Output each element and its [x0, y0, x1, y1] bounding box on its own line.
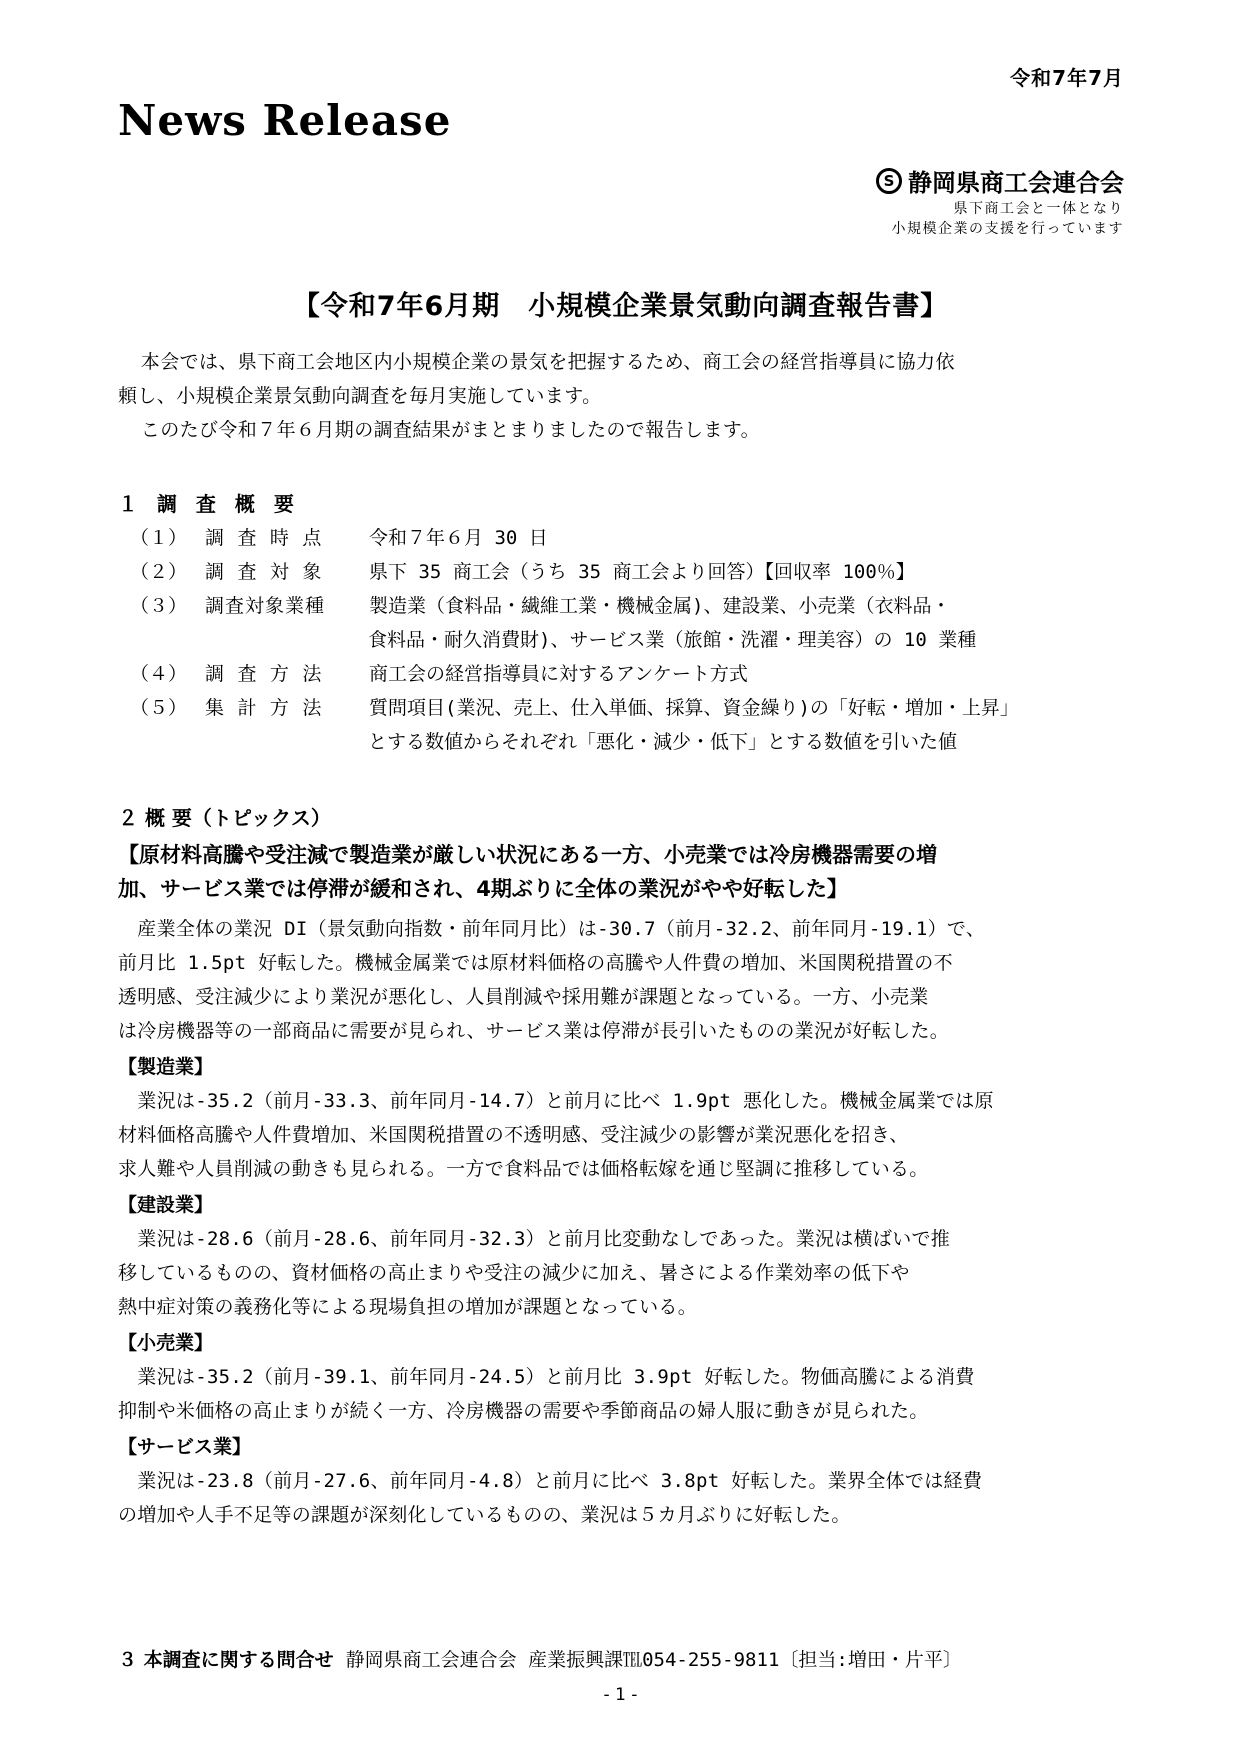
item-value: 質問項目(業況、売上、仕入単価、採算、資金繰り)の「好転・増加・上昇」 — [369, 697, 1019, 719]
construction-heading: 【建設業】 — [118, 1194, 214, 1216]
item-value: 製造業（食料品・繊維工業・機械金属)、建設業、小売業（衣料品・ — [369, 595, 951, 617]
item-label: 調査対象業種 — [205, 595, 326, 617]
service-heading: 【サービス業】 — [118, 1436, 252, 1458]
survey-item-5-continued: とする数値からそれぞれ「悪化・減少・低下」とする数値を引いた値 — [368, 731, 958, 753]
overall-line: は冷房機器等の一部商品に需要が見られ、サービス業は停滞が長引いたものの業況が好転した。 — [118, 1020, 950, 1042]
overall-line: 前月比 1.5pt 好転した。機械金属業では原材料価格の高騰や人件費の増加、米国関税措置の不 — [118, 952, 953, 974]
item-label: 調 査 時 点 — [205, 527, 323, 549]
section2-heading: ２ 概 要（トピックス） — [118, 806, 331, 830]
item-number: （４） — [130, 663, 188, 685]
survey-item-4 — [130, 657, 748, 691]
service-line: の増加や人手不足等の課題が深刻化しているものの、業況は５カ月ぶりに好転した。 — [118, 1504, 851, 1526]
manufacturing-line: 業況は-35.2（前月-33.3、前年同月-14.7）と前月に比べ 1.9pt 悪化した。機械金属業では原 — [118, 1090, 994, 1112]
construction-line: 業況は-28.6（前月-28.6、前年同月-32.3）と前月比変動なしであった。業況は横ばいで推 — [118, 1228, 951, 1250]
item-value: 県下 35 商工会（うち 35 商工会より回答）【回収率 100％】 — [369, 561, 915, 583]
contact-details: 静岡県商工会連合会 産業振興課℡054-255-9811〔担当:増田・片平〕 — [345, 1649, 962, 1671]
survey-item-3-continued: 食料品・耐久消費財)、サービス業（旅館・洗濯・理美容）の 10 業種 — [368, 629, 977, 651]
survey-item-5 — [130, 691, 1019, 725]
contact-heading: ３ 本調査に関する問合せ — [118, 1649, 334, 1671]
overall-line: 透明感、受注減少により業況が悪化し、人員削減や採用難が課題となっている。一方、小売業 — [118, 986, 929, 1008]
release-date: 令和7年7月 — [1010, 66, 1124, 90]
retail-line: 抑制や米価格の高止まりが続く一方、冷房機器の需要や季節商品の婦人服に動きが見られた。 — [118, 1400, 929, 1422]
contact-info — [118, 1645, 962, 1672]
news-release-heading: News Release — [118, 96, 452, 145]
item-number: （５） — [130, 697, 188, 719]
tagline-line1: 県下商工会と一体となり — [953, 201, 1124, 217]
manufacturing-line: 求人難や人員削減の動きも見られる。一方で食料品では価格転嫁を通じ堅調に推移している。 — [118, 1158, 929, 1180]
intro-line2: 頼し、小規模企業景気動向調査を毎月実施しています。 — [118, 385, 602, 407]
survey-item-3 — [130, 589, 950, 623]
service-paragraph — [118, 1464, 1148, 1532]
survey-item-1 — [130, 521, 548, 555]
topics-headline — [118, 838, 1138, 906]
item-value: 商工会の経営指導員に対するアンケート方式 — [369, 663, 748, 685]
item-value: 令和７年６月 30 日 — [369, 527, 548, 549]
manufacturing-paragraph — [118, 1084, 1148, 1186]
item-label: 調 査 対 象 — [205, 561, 323, 583]
section1-heading: １ 調 査 概 要 — [118, 492, 300, 516]
item-label: 集 計 方 法 — [205, 697, 323, 719]
overall-line: 産業全体の業況 DI（景気動向指数・前年同月比）は-30.7（前月-32.2、前年同月-19.1）で、 — [118, 918, 986, 940]
manufacturing-heading: 【製造業】 — [118, 1056, 214, 1078]
retail-paragraph — [118, 1360, 1148, 1428]
manufacturing-line: 材料価格高騰や人件費増加、米国関税措置の不透明感、受注減少の影響が業況悪化を招き、 — [118, 1124, 909, 1146]
report-title: 【令和7年6月期 小規模企業景気動向調査報告書】 — [292, 291, 949, 322]
organization-name-text: 静岡県商工会連合会 — [908, 169, 1124, 197]
construction-line: 熱中症対策の義務化等による現場負担の増加が課題となっている。 — [118, 1296, 698, 1318]
item-label: 調 査 方 法 — [205, 663, 323, 685]
item-number: （３） — [130, 595, 188, 617]
topics-line2: 加、サービス業では停滞が緩和され、4期ぶりに全体の業況がやや好転した】 — [118, 877, 848, 901]
tagline-line2: 小規模企業の支援を行っています — [891, 221, 1124, 237]
service-line: 業況は-23.8（前月-27.6、前年同月-4.8）と前月に比べ 3.8pt 好転した。業界全体では経費 — [118, 1470, 983, 1492]
retail-line: 業況は-35.2（前月-39.1、前年同月-24.5）と前月比 3.9pt 好転した。物価高騰による消費 — [118, 1366, 975, 1388]
intro-line1: 本会では、県下商工会地区内小規模企業の景気を把握するため、商工会の経営指導員に協力依 — [140, 351, 955, 373]
intro-line3: このたび令和７年６月期の調査結果がまとまりましたので報告します。 — [140, 419, 761, 441]
organization-name — [876, 163, 1124, 198]
survey-item-2 — [130, 555, 915, 589]
topics-line1: 【原材料高騰や受注減で製造業が厳しい状況にある一方、小売業では冷房機器需要の増 — [118, 843, 937, 867]
page-number: - 1 - — [603, 1685, 638, 1705]
retail-heading: 【小売業】 — [118, 1332, 214, 1354]
item-number: （２） — [130, 561, 188, 583]
construction-paragraph — [118, 1222, 1148, 1324]
intro-paragraph — [118, 345, 1138, 447]
organization-logo-icon: S — [876, 168, 902, 194]
construction-line: 移しているものの、資材価格の高止まりや受注の減少に加え、暑さによる作業効率の低下や — [118, 1262, 910, 1284]
item-number: （１） — [130, 527, 188, 549]
overall-paragraph — [118, 912, 1148, 1048]
